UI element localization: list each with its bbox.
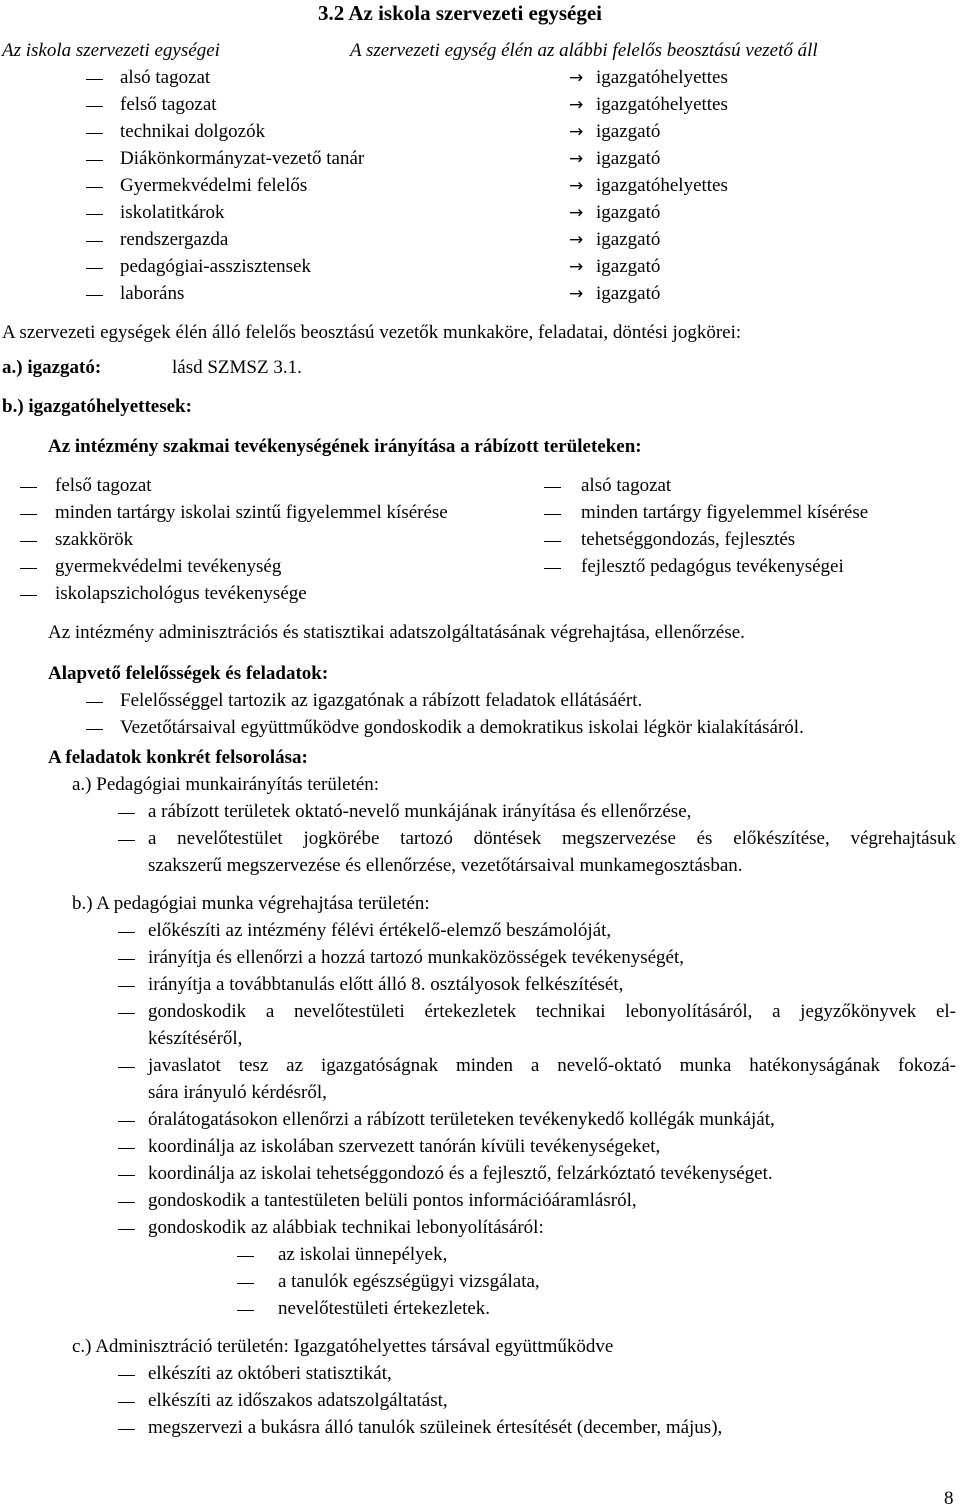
unit-label: felső tagozat bbox=[120, 94, 217, 115]
arrow-right-icon: → bbox=[569, 149, 584, 169]
unit-leader: igazgató bbox=[596, 121, 661, 142]
list-item: a nevelőtestület jogkörébe tartozó döntések megszervezése és előkészítése, végrehajtásuk bbox=[148, 828, 956, 849]
list-item: gondoskodik a nevelőtestületi értekezletek technikai lebonyolításáról, a jegyzőkönyvek el- bbox=[148, 1001, 956, 1022]
list-item: elkészíti az októberi statisztikát, bbox=[148, 1363, 392, 1384]
column-header-right: A szervezeti egység élén az alábbi felelős beosztású vezető áll bbox=[350, 40, 818, 61]
dash-icon bbox=[118, 959, 135, 960]
dash-icon bbox=[237, 1310, 254, 1311]
dash-icon bbox=[237, 1283, 254, 1284]
arrow-right-icon: → bbox=[569, 284, 584, 304]
dash-icon bbox=[118, 1429, 135, 1430]
list-item-continuation: szakszerű megszervezése és ellenőrzése, vezetőtársaival munkamegosztásban. bbox=[148, 855, 743, 876]
unit-label: laboráns bbox=[120, 283, 185, 304]
dash-icon bbox=[86, 268, 103, 269]
dash-icon bbox=[544, 514, 561, 515]
list-item: előkészíti az intézmény félévi értékelő-elemző beszámolóját, bbox=[148, 920, 612, 941]
list-item: gyermekvédelmi tevékenység bbox=[55, 556, 282, 577]
unit-leader: igazgató bbox=[596, 202, 661, 223]
arrow-right-icon: → bbox=[569, 257, 584, 277]
item-b-label: b.) igazgatóhelyettesek: bbox=[2, 396, 192, 417]
dash-icon bbox=[118, 1402, 135, 1403]
arrow-right-icon: → bbox=[569, 95, 584, 115]
list-item: óralátogatásokon ellenőrzi a rábízott területeken tevékenykedő kollégák munkáját, bbox=[148, 1109, 775, 1130]
list-item: a rábízott területek oktató-nevelő munkájának irányítása és ellenőrzése, bbox=[148, 801, 692, 822]
dash-icon bbox=[118, 1229, 135, 1230]
page-number: 8 bbox=[944, 1488, 954, 1509]
task-c-label: c.) Adminisztráció területén: Igazgatóhelyettes társával együttműködve bbox=[72, 1336, 614, 1357]
dash-icon bbox=[544, 568, 561, 569]
list-item: irányítja a továbbtanulás előtt álló 8. osztályosok felkészítését, bbox=[148, 974, 624, 995]
unit-label: alsó tagozat bbox=[120, 67, 211, 88]
dash-icon bbox=[118, 1375, 135, 1376]
tasks-heading: A feladatok konkrét felsorolása: bbox=[48, 747, 308, 768]
unit-label: iskolatitkárok bbox=[120, 202, 225, 223]
sub-list-item: nevelőtestületi értekezletek. bbox=[278, 1298, 491, 1319]
dash-icon bbox=[118, 1175, 135, 1176]
task-b-label: b.) A pedagógiai munka végrehajtása területén: bbox=[72, 893, 430, 914]
sub-list-item: a tanulók egészségügyi vizsgálata, bbox=[278, 1271, 540, 1292]
list-item: koordinálja az iskolában szervezett tanórán kívüli tevékenységeket, bbox=[148, 1136, 661, 1157]
dash-icon bbox=[118, 1202, 135, 1203]
arrow-right-icon: → bbox=[569, 122, 584, 142]
list-item: szakkörök bbox=[55, 529, 134, 550]
unit-leader: igazgatóhelyettes bbox=[596, 67, 728, 88]
admin-line: Az intézmény adminisztrációs és statisztikai adatszolgáltatásának végrehajtása, ellenőrzése. bbox=[48, 622, 745, 643]
unit-label: rendszergazda bbox=[120, 229, 229, 250]
list-item: iskolapszichológus tevékenysége bbox=[55, 583, 307, 604]
dash-icon bbox=[86, 295, 103, 296]
list-item-continuation: készítéséről, bbox=[148, 1028, 243, 1049]
dash-icon bbox=[86, 187, 103, 188]
unit-leader: igazgató bbox=[596, 148, 661, 169]
leaders-intro: A szervezeti egységek élén álló felelős beosztású vezetők munkaköre, feladatai, döntési jogkörei: bbox=[2, 322, 742, 343]
list-item: fejlesztő pedagógus tevékenységei bbox=[581, 556, 844, 577]
dash-icon bbox=[544, 541, 561, 542]
dash-icon bbox=[20, 541, 37, 542]
column-header-left: Az iskola szervezeti egységei bbox=[2, 40, 220, 61]
arrow-right-icon: → bbox=[569, 68, 584, 88]
dash-icon bbox=[86, 106, 103, 107]
arrow-right-icon: → bbox=[569, 203, 584, 223]
dash-icon bbox=[20, 595, 37, 596]
section-title: 3.2 Az iskola szervezeti egységei bbox=[318, 1, 602, 25]
list-item: gondoskodik a tantestületen belüli pontos információáramlásról, bbox=[148, 1190, 637, 1211]
dash-icon bbox=[118, 932, 135, 933]
dash-icon bbox=[118, 813, 135, 814]
unit-label: Gyermekvédelmi felelős bbox=[120, 175, 308, 196]
unit-leader: igazgató bbox=[596, 256, 661, 277]
list-item: minden tartárgy figyelemmel kísérése bbox=[581, 502, 869, 523]
unit-label: technikai dolgozók bbox=[120, 121, 266, 142]
dash-icon bbox=[118, 986, 135, 987]
list-item: koordinálja az iskolai tehetséggondozó és a fejlesztő, felzárkóztató tevékenységet. bbox=[148, 1163, 773, 1184]
arrow-right-icon: → bbox=[569, 176, 584, 196]
dash-icon bbox=[86, 133, 103, 134]
list-item: Vezetőtársaival együttműködve gondoskodik a demokratikus iskolai légkör kialakításáról. bbox=[120, 717, 804, 738]
list-item: Felelősséggel tartozik az igazgatónak a rábízott feladatok ellátásáért. bbox=[120, 690, 643, 711]
dash-icon bbox=[20, 568, 37, 569]
dash-icon bbox=[86, 214, 103, 215]
dash-icon bbox=[237, 1256, 254, 1257]
dash-icon bbox=[86, 729, 103, 730]
dash-icon bbox=[86, 79, 103, 80]
dash-icon bbox=[118, 1013, 135, 1014]
list-item: minden tartárgy iskolai szintű figyelemmel kísérése bbox=[55, 502, 448, 523]
item-b-subheading: Az intézmény szakmai tevékenységének irányítása a rábízott területeken: bbox=[48, 436, 642, 457]
list-item: felső tagozat bbox=[55, 475, 152, 496]
list-item: megszervezi a bukásra álló tanulók szüleinek értesítését (december, május), bbox=[148, 1417, 723, 1438]
list-item-continuation: sára irányuló kérdésről, bbox=[148, 1082, 327, 1103]
list-item: alsó tagozat bbox=[581, 475, 672, 496]
unit-label: pedagógiai-asszisztensek bbox=[120, 256, 311, 277]
arrow-right-icon: → bbox=[569, 230, 584, 250]
list-item: gondoskodik az alábbiak technikai lebonyolításáról: bbox=[148, 1217, 544, 1238]
dash-icon bbox=[86, 160, 103, 161]
list-item: javaslatot tesz az igazgatóságnak minden a nevelő-oktató munka hatékonyságának fokozá- bbox=[148, 1055, 956, 1076]
item-a-text: lásd SZMSZ 3.1. bbox=[172, 357, 302, 378]
dash-icon bbox=[544, 487, 561, 488]
unit-leader: igazgatóhelyettes bbox=[596, 175, 728, 196]
list-item: irányítja és ellenőrzi a hozzá tartozó munkaközösségek tevékenységét, bbox=[148, 947, 684, 968]
dash-icon bbox=[86, 241, 103, 242]
responsibilities-heading: Alapvető felelősségek és feladatok: bbox=[48, 663, 329, 684]
dash-icon bbox=[118, 840, 135, 841]
dash-icon bbox=[86, 702, 103, 703]
dash-icon bbox=[118, 1067, 135, 1068]
unit-leader: igazgató bbox=[596, 229, 661, 250]
dash-icon bbox=[118, 1121, 135, 1122]
list-item: tehetséggondozás, fejlesztés bbox=[581, 529, 796, 550]
dash-icon bbox=[20, 487, 37, 488]
sub-list-item: az iskolai ünnepélyek, bbox=[278, 1244, 448, 1265]
list-item: elkészíti az időszakos adatszolgáltatást, bbox=[148, 1390, 448, 1411]
unit-label: Diákönkormányzat-vezető tanár bbox=[120, 148, 365, 169]
task-a-label: a.) Pedagógiai munkairányítás területén: bbox=[72, 774, 380, 795]
dash-icon bbox=[20, 514, 37, 515]
dash-icon bbox=[118, 1148, 135, 1149]
unit-leader: igazgatóhelyettes bbox=[596, 94, 728, 115]
unit-leader: igazgató bbox=[596, 283, 661, 304]
item-a-label: a.) igazgató: bbox=[2, 357, 102, 378]
